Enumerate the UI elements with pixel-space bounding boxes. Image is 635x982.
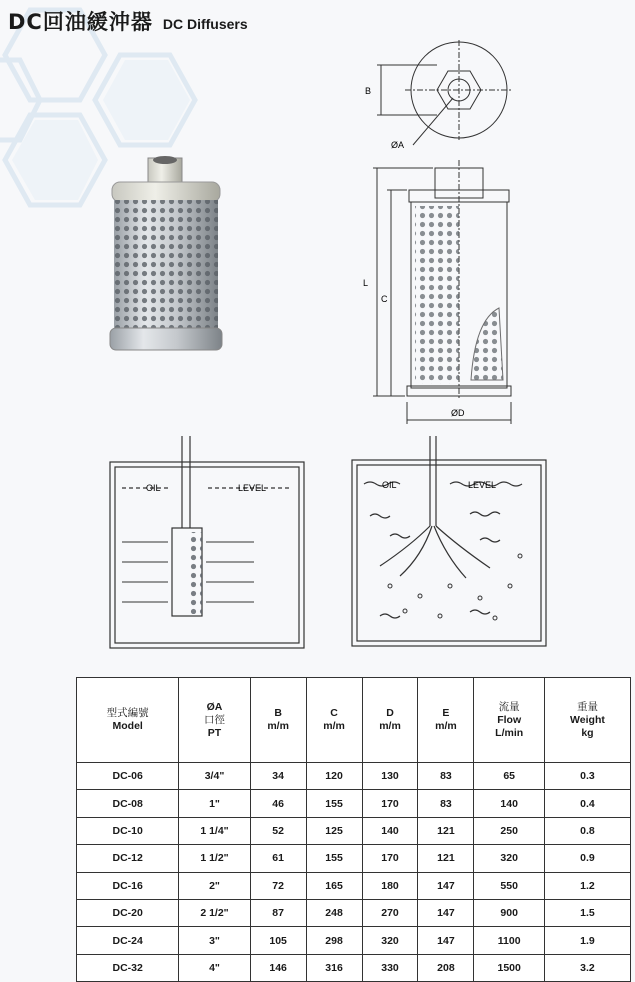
table-cell: 900 (474, 899, 545, 926)
table-cell: 1.5 (544, 899, 630, 926)
table-cell: 155 (306, 845, 362, 872)
table-header-row (77, 678, 631, 763)
table-cell: DC-20 (77, 899, 179, 926)
table-cell: 1" (179, 790, 250, 817)
table-cell: 248 (306, 899, 362, 926)
table-row (77, 927, 631, 954)
table-cell: DC-24 (77, 927, 179, 954)
table-cell: 105 (250, 927, 306, 954)
header-a: ØA 口徑 PT (179, 678, 250, 763)
table-cell: 320 (362, 927, 418, 954)
table-cell: 1500 (474, 954, 545, 981)
header-c: C m/m (306, 678, 362, 763)
table-cell: 270 (362, 899, 418, 926)
table-cell: 550 (474, 872, 545, 899)
table-row (77, 763, 631, 790)
oil-label-left: OIL (146, 483, 161, 493)
table-cell: 52 (250, 817, 306, 844)
table-cell: 65 (474, 763, 545, 790)
table-cell: 170 (362, 790, 418, 817)
table-cell: 155 (306, 790, 362, 817)
spec-table (76, 677, 631, 982)
level-label-left: LEVEL (238, 483, 267, 493)
header-b: B m/m (250, 678, 306, 763)
oil-label-right: OIL (382, 480, 397, 490)
table-row (77, 954, 631, 981)
table-row (77, 872, 631, 899)
table-cell: 121 (418, 817, 474, 844)
table-cell: 130 (362, 763, 418, 790)
table-cell: 147 (418, 872, 474, 899)
header-d: D m/m (362, 678, 418, 763)
table-cell: 72 (250, 872, 306, 899)
table-cell: 83 (418, 790, 474, 817)
header-e: E m/m (418, 678, 474, 763)
table-cell: 2" (179, 872, 250, 899)
dim-c-label: C (381, 294, 388, 304)
table-cell: 0.4 (544, 790, 630, 817)
table-cell: 165 (306, 872, 362, 899)
tank-diagram-left (108, 436, 306, 650)
table-cell: 170 (362, 845, 418, 872)
table-cell: 1.9 (544, 927, 630, 954)
title-english: DC Diffusers (162, 16, 248, 32)
header-weight: 重量 Weight kg (544, 678, 630, 763)
table-row (77, 817, 631, 844)
table-cell: 147 (418, 899, 474, 926)
table-cell: 140 (474, 790, 545, 817)
table-cell: 180 (362, 872, 418, 899)
table-cell: 125 (306, 817, 362, 844)
table-cell: 0.9 (544, 845, 630, 872)
dim-b-label: B (365, 86, 372, 96)
table-cell: 1 1/4" (179, 817, 250, 844)
table-cell: 1.2 (544, 872, 630, 899)
table-cell: 120 (306, 763, 362, 790)
table-cell: 121 (418, 845, 474, 872)
table-cell: 140 (362, 817, 418, 844)
table-cell: 1 1/2" (179, 845, 250, 872)
table-row (77, 899, 631, 926)
table-row (77, 790, 631, 817)
table-cell: 147 (418, 927, 474, 954)
table-cell: 298 (306, 927, 362, 954)
table-cell: DC-10 (77, 817, 179, 844)
page-title (8, 6, 248, 36)
table-cell: 330 (362, 954, 418, 981)
table-cell: 320 (474, 845, 545, 872)
product-photo (104, 152, 234, 364)
header-flow: 流量 Flow L/min (474, 678, 545, 763)
level-label-right: LEVEL (468, 480, 497, 490)
table-cell: 0.3 (544, 763, 630, 790)
table-cell: DC-12 (77, 845, 179, 872)
dim-d-label: ØD (451, 408, 465, 418)
table-cell: 46 (250, 790, 306, 817)
table-cell: 4" (179, 954, 250, 981)
technical-drawing (355, 40, 575, 430)
table-cell: 34 (250, 763, 306, 790)
table-cell: DC-16 (77, 872, 179, 899)
table-cell: 3.2 (544, 954, 630, 981)
table-cell: 61 (250, 845, 306, 872)
table-row (77, 845, 631, 872)
table-cell: 316 (306, 954, 362, 981)
table-cell: 87 (250, 899, 306, 926)
table-cell: 0.8 (544, 817, 630, 844)
table-cell: 2 1/2" (179, 899, 250, 926)
dim-l-label: L (363, 278, 369, 288)
table-cell: 146 (250, 954, 306, 981)
table-cell: 208 (418, 954, 474, 981)
table-cell: DC-06 (77, 763, 179, 790)
dim-a-label: ØA (391, 140, 405, 150)
table-cell: 1100 (474, 927, 545, 954)
header-model: 型式編號 Model (77, 678, 179, 763)
tank-diagram-right (350, 436, 548, 650)
table-cell: DC-08 (77, 790, 179, 817)
table-cell: DC-32 (77, 954, 179, 981)
table-cell: 3/4" (179, 763, 250, 790)
table-cell: 3" (179, 927, 250, 954)
title-chinese: DC回油緩沖器 (8, 10, 153, 34)
table-cell: 250 (474, 817, 545, 844)
table-cell: 83 (418, 763, 474, 790)
